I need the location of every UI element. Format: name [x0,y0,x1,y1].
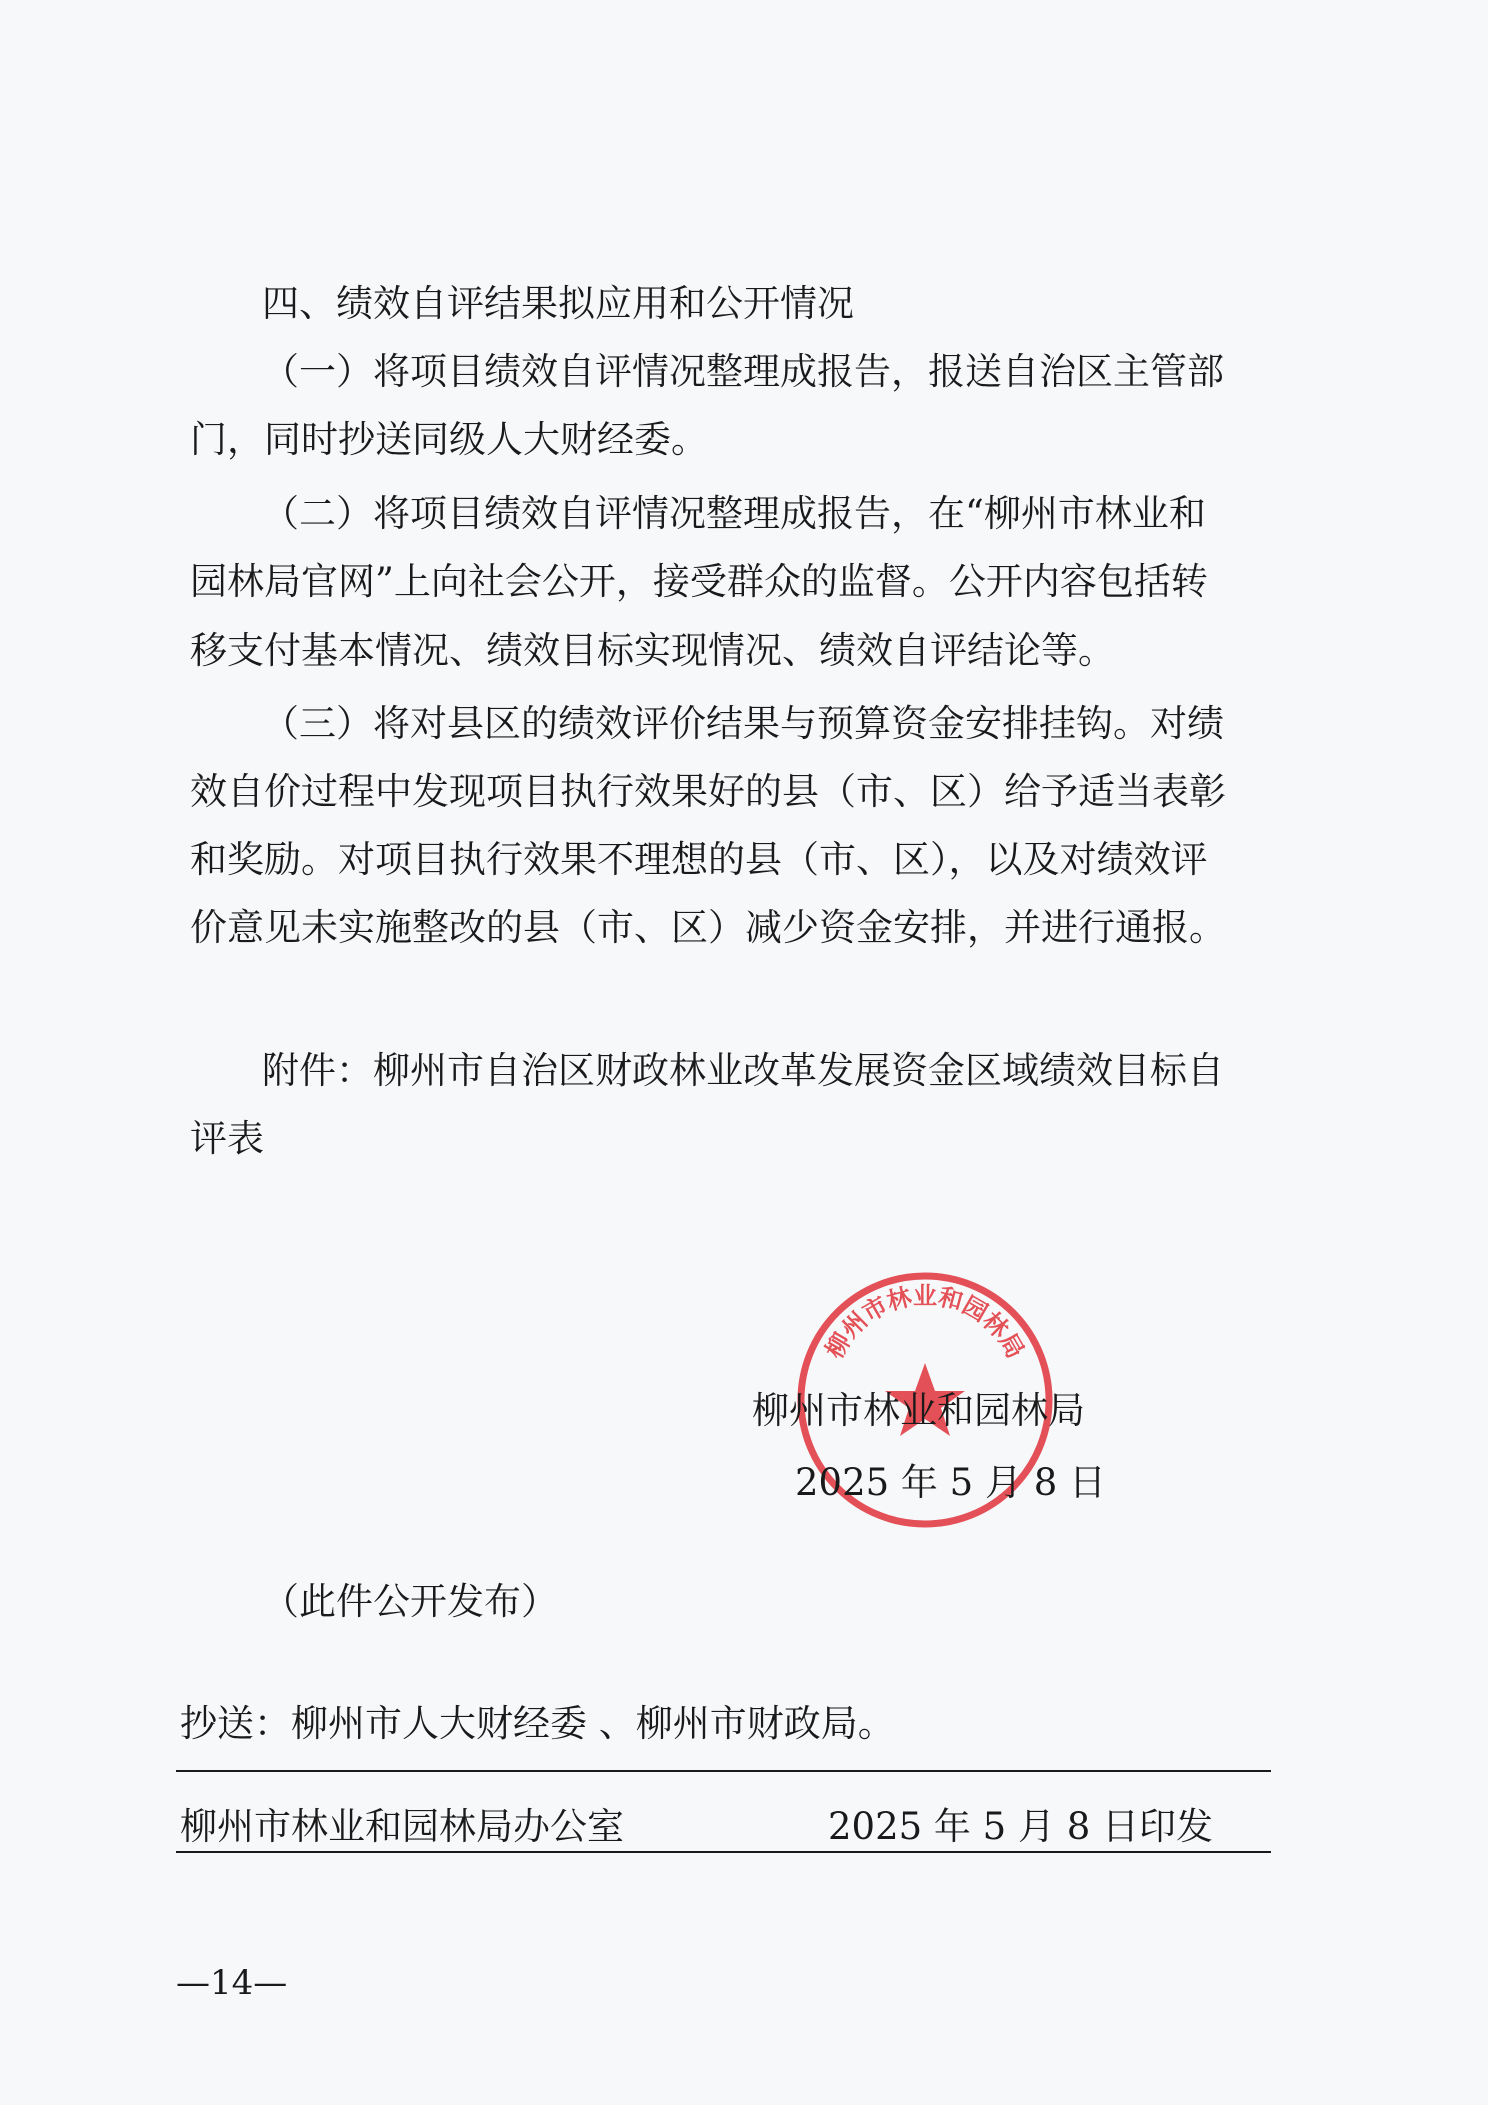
page-number: —14— [176,1963,288,2003]
cc-line: 抄送：柳州市人大财经委 、柳州市财政局。 [180,1702,895,1745]
para3-line1: （三）将对县区的绩效评价结果与预算资金安排挂钩。对绩 [262,702,1224,745]
attachment-line2: 评表 [190,1117,264,1160]
issuer-office: 柳州市林业和园林局办公室 [180,1805,624,1848]
section-heading: 四、绩效自评结果拟应用和公开情况 [262,282,854,325]
para2-line3: 移支付基本情况、绩效目标实现情况、绩效自评结论等。 [190,629,1115,672]
para1-line1: （一）将项目绩效自评情况整理成报告，报送自治区主管部 [262,350,1224,393]
para2-line1: （二）将项目绩效自评情况整理成报告，在“柳州市林业和 [262,492,1206,535]
cc-underline [176,1770,1271,1772]
publish-note: （此件公开发布） [262,1580,558,1623]
issuer-date: 2025 年 5 月 8 日印发 [828,1805,1214,1848]
para3-line2: 效自价过程中发现项目执行效果好的县（市、区）给予适当表彰 [190,770,1226,813]
issuer-underline [176,1851,1271,1853]
signature-org: 柳州市林业和园林局 [752,1389,1085,1432]
para2-line2: 园林局官网”上向社会公开，接受群众的监督。公开内容包括转 [190,560,1208,603]
seal-ring-text: 柳州市林业和园林局 [820,1281,1030,1364]
para1-line2: 门，同时抄送同级人大财经委。 [190,418,708,461]
para3-line4: 价意见未实施整改的县（市、区）减少资金安排，并进行通报。 [190,906,1226,949]
signature-date: 2025 年 5 月 8 日 [795,1461,1107,1504]
para3-line3: 和奖励。对项目执行效果不理想的县（市、区），以及对绩效评 [190,838,1208,881]
attachment-line1: 附件：柳州市自治区财政林业改革发展资金区域绩效目标自 [262,1049,1224,1092]
